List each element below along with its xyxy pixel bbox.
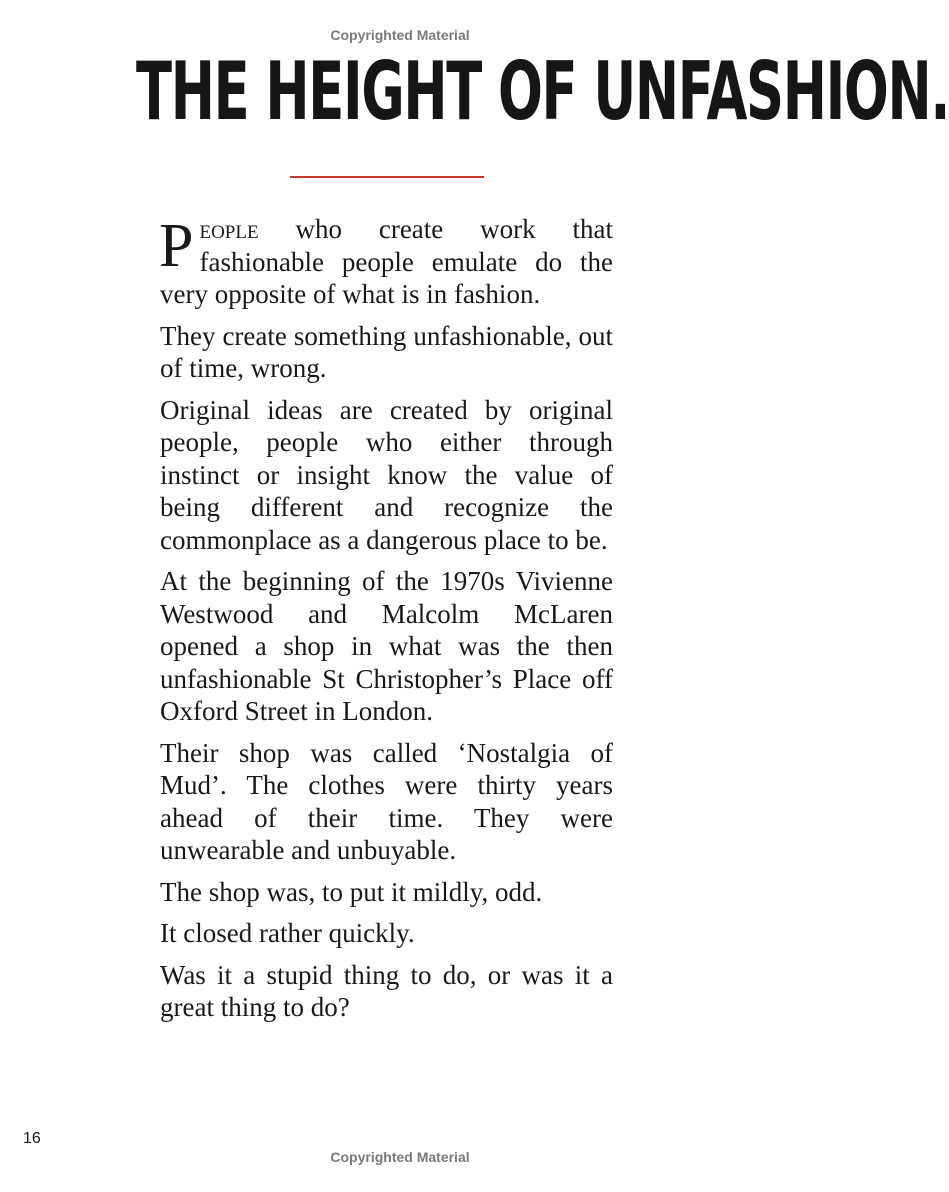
paragraph-5: Their shop was called ‘Nostalgia of Mud’. The clothes were thirty years ahead of their time. They were unwearable and unbuyable. (160, 737, 613, 865)
paragraph-3: Original ideas are created by original people, people who either through instinct or insight know the value of being different and recognize the commonplace as a dangerous place to be. (160, 394, 613, 555)
paragraph-1 (160, 213, 613, 311)
paragraph-7: It closed rather quickly. (160, 918, 415, 948)
paragraph-6: The shop was, to put it mildly, odd. (160, 876, 543, 907)
body-text (160, 213, 613, 1033)
drop-cap: P (159, 212, 194, 280)
watermark-top: Copyrighted Material (330, 27, 470, 43)
paragraph-4: At the beginning of the 1970s Vivienne Westwood and Malcolm McLaren opened a shop in what was the then unfashionable St Christopher’s Place off Oxford Street in London. (160, 566, 613, 726)
title-divider (290, 176, 484, 178)
page-title: THE HEIGHT OF UNFASHION. (136, 45, 949, 138)
paragraph-8: Was it a stupid thing to do, or was it a great thing to do? (160, 959, 613, 1022)
watermark-bottom: Copyrighted Material (330, 1149, 470, 1165)
paragraph-2: They create something unfashionable, out of time, wrong. (160, 320, 613, 383)
page-number: 16 (23, 1130, 41, 1147)
small-caps-lead: eople (199, 214, 259, 244)
paragraph-1-text: who create work that fashionable people emulate do the very opposite of what is in fashion. (160, 214, 613, 309)
